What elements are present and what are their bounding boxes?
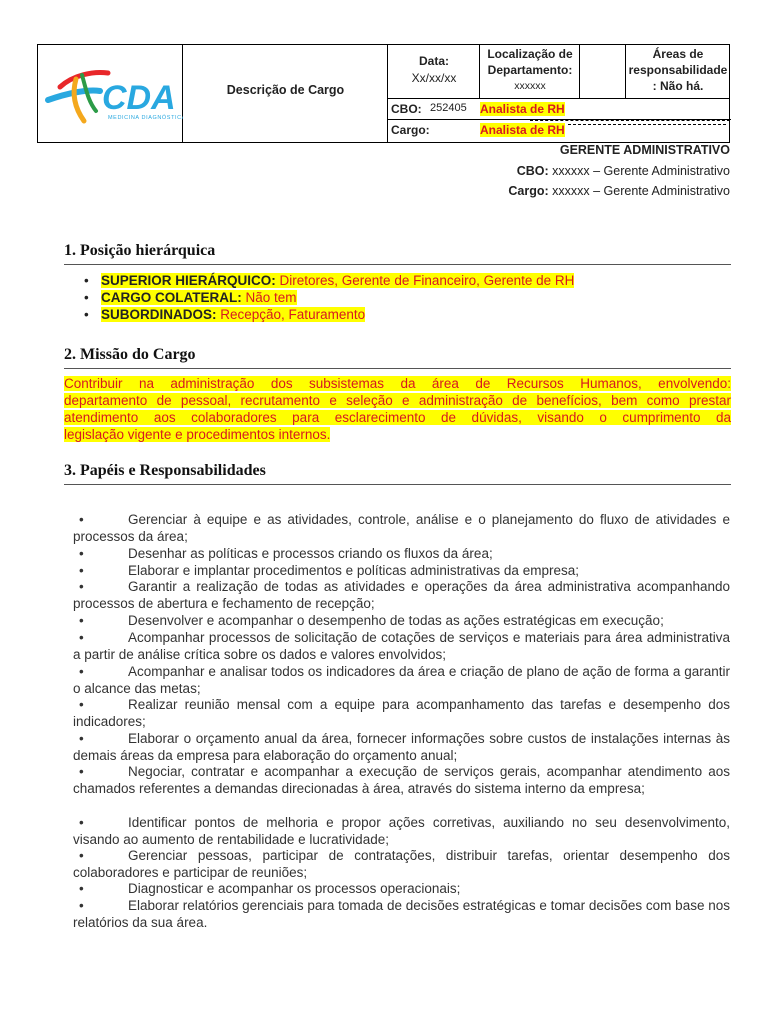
location-label-2: Departamento: bbox=[487, 63, 573, 77]
mission-line-3: atendimento aos colaboradores para esclarecimento de dúvidas, visando o cumprimento da bbox=[64, 410, 731, 425]
bullet-dot: • bbox=[84, 273, 89, 288]
areas-cell bbox=[626, 45, 730, 99]
location-value: xxxxxx bbox=[514, 80, 546, 92]
section-1-title: 1. Posição hierárquica bbox=[64, 242, 216, 259]
section-3-rule bbox=[64, 484, 731, 485]
mission-line-2: departamento de pessoal, recrutamento e seleção e administração de benefícios, bem como prestar bbox=[64, 393, 731, 408]
mission-line-4: legislação vigente e procedimentos internos. bbox=[64, 427, 331, 442]
responsibility-item: • Elaborar relatórios gerenciais para tomada de decisões estratégicas e tomar decisões com base nos relatórios da sua área. bbox=[73, 898, 730, 930]
responsibility-item: • Desenvolver e acompanhar o desempenho de todas as ações estratégicas em execução; bbox=[79, 613, 664, 628]
date-label: Data: bbox=[418, 54, 449, 68]
location-label-1: Localização de bbox=[487, 47, 573, 61]
header-table bbox=[37, 44, 730, 143]
responsibility-item: • Gerenciar pessoas, participar de contratações, distribuir tarefas, orientar desempenho dos colaboradores e participar de reuniões; bbox=[73, 848, 730, 880]
responsibility-item: • Diagnosticar e acompanhar os processos operacionais; bbox=[79, 881, 461, 896]
colateral-label: CARGO COLATERAL: bbox=[101, 290, 242, 305]
bullet-dot: • bbox=[84, 290, 89, 305]
section-3-title: 3. Papéis e Responsabilidades bbox=[64, 462, 266, 479]
areas-label-3: : Não há. bbox=[652, 79, 704, 93]
job-title: GERENTE ADMINISTRATIVO bbox=[559, 143, 730, 157]
dashed-rule bbox=[568, 124, 726, 125]
responsibility-item: • Elaborar o orçamento anual da área, fornecer informações sobre custos de instalações internas às demais áreas da empresa para elaboração do orçamento anual; bbox=[73, 731, 730, 763]
job-cbo bbox=[517, 164, 730, 178]
cbo-value: Analista de RH bbox=[480, 102, 565, 116]
location-cell bbox=[480, 45, 580, 99]
cda-logo bbox=[38, 45, 183, 142]
section-2-title: 2. Missão do Cargo bbox=[64, 346, 196, 363]
document-title: Descrição de Cargo bbox=[226, 83, 345, 97]
colateral-value: Não tem bbox=[241, 290, 297, 305]
section-2-rule bbox=[64, 368, 731, 369]
job-cbo-label: CBO: bbox=[516, 164, 549, 178]
superior-value: Diretores, Gerente de Financeiro, Gerente de RH bbox=[275, 273, 575, 288]
responsibility-item: • Gerenciar à equipe e as atividades, controle, análise e o planejamento do fluxo de atividades e processos da área; bbox=[73, 512, 730, 544]
job-cargo-value: xxxxxx – Gerente Administrativo bbox=[552, 184, 730, 198]
cargo-label: Cargo: bbox=[391, 123, 430, 137]
job-cargo bbox=[508, 184, 730, 198]
bullet-dot: • bbox=[84, 307, 89, 322]
mission-line-1: Contribuir na administração dos subsistemas da área de Recursos Humanos, envolvendo: bbox=[64, 376, 731, 391]
areas-label-2: responsabilidade bbox=[628, 63, 728, 77]
job-cbo-value: xxxxxx – Gerente Administrativo bbox=[552, 164, 730, 178]
areas-label-1: Áreas de bbox=[652, 47, 704, 61]
cbo-label: CBO: bbox=[391, 102, 422, 116]
subordinados-value: Recepção, Faturamento bbox=[216, 307, 366, 322]
superior-label: SUPERIOR HIERÁRQUICO: bbox=[101, 273, 276, 288]
responsibility-item: • Elaborar e implantar procedimentos e políticas administrativas da empresa; bbox=[79, 563, 579, 578]
mission-paragraph bbox=[64, 375, 731, 443]
cargo-row bbox=[388, 120, 731, 142]
date-value: Xx/xx/xx bbox=[411, 71, 457, 85]
responsibility-item: • Negociar, contratar e acompanhar a execução de serviços gerais, acompanhar atendimento aos chamados referentes a demandas direcionadas à área, através do sistema interno da empresa; bbox=[73, 764, 730, 796]
responsibility-item: • Acompanhar e analisar todos os indicadores da área e criação de plano de ação de forma a garantir o alcance das metas; bbox=[73, 664, 730, 696]
svg-text:MEDICINA DIAGNÓSTICA: MEDICINA DIAGNÓSTICA bbox=[108, 115, 183, 121]
section-1-rule bbox=[64, 264, 731, 265]
responsibility-item: • Garantir a realização de todas as atividades e operações da área administrativa acompanhando processos de abertura e fechamento de recepção; bbox=[73, 579, 730, 611]
logo-cell bbox=[38, 45, 183, 142]
svg-text:CDA: CDA bbox=[102, 79, 176, 117]
title-cell bbox=[183, 45, 388, 142]
empty-cell bbox=[580, 45, 626, 99]
cbo-code: 252405 bbox=[430, 102, 467, 114]
subordinados-label: SUBORDINADOS: bbox=[101, 307, 217, 322]
dashed-rule-upper bbox=[530, 120, 730, 121]
job-cargo-label: Cargo: bbox=[508, 184, 549, 198]
cbo-row bbox=[388, 99, 731, 120]
date-cell bbox=[388, 45, 480, 99]
cargo-value: Analista de RH bbox=[480, 123, 565, 137]
responsibility-item: • Acompanhar processos de solicitação de cotações de serviços e materiais para área administrativa a partir de análise crítica sobre os dados e valores envolvidos; bbox=[73, 630, 730, 662]
responsibility-item: • Identificar pontos de melhoria e propor ações corretivas, auxiliando no seu desenvolvimento, visando ao aumento de rentabilidade e lucratividade; bbox=[73, 815, 730, 847]
responsibility-item: • Realizar reunião mensal com a equipe para acompanhamento das tarefas e desempenho dos indicadores; bbox=[73, 697, 730, 729]
responsibility-item: • Desenhar as políticas e processos criando os fluxos da área; bbox=[79, 546, 493, 561]
